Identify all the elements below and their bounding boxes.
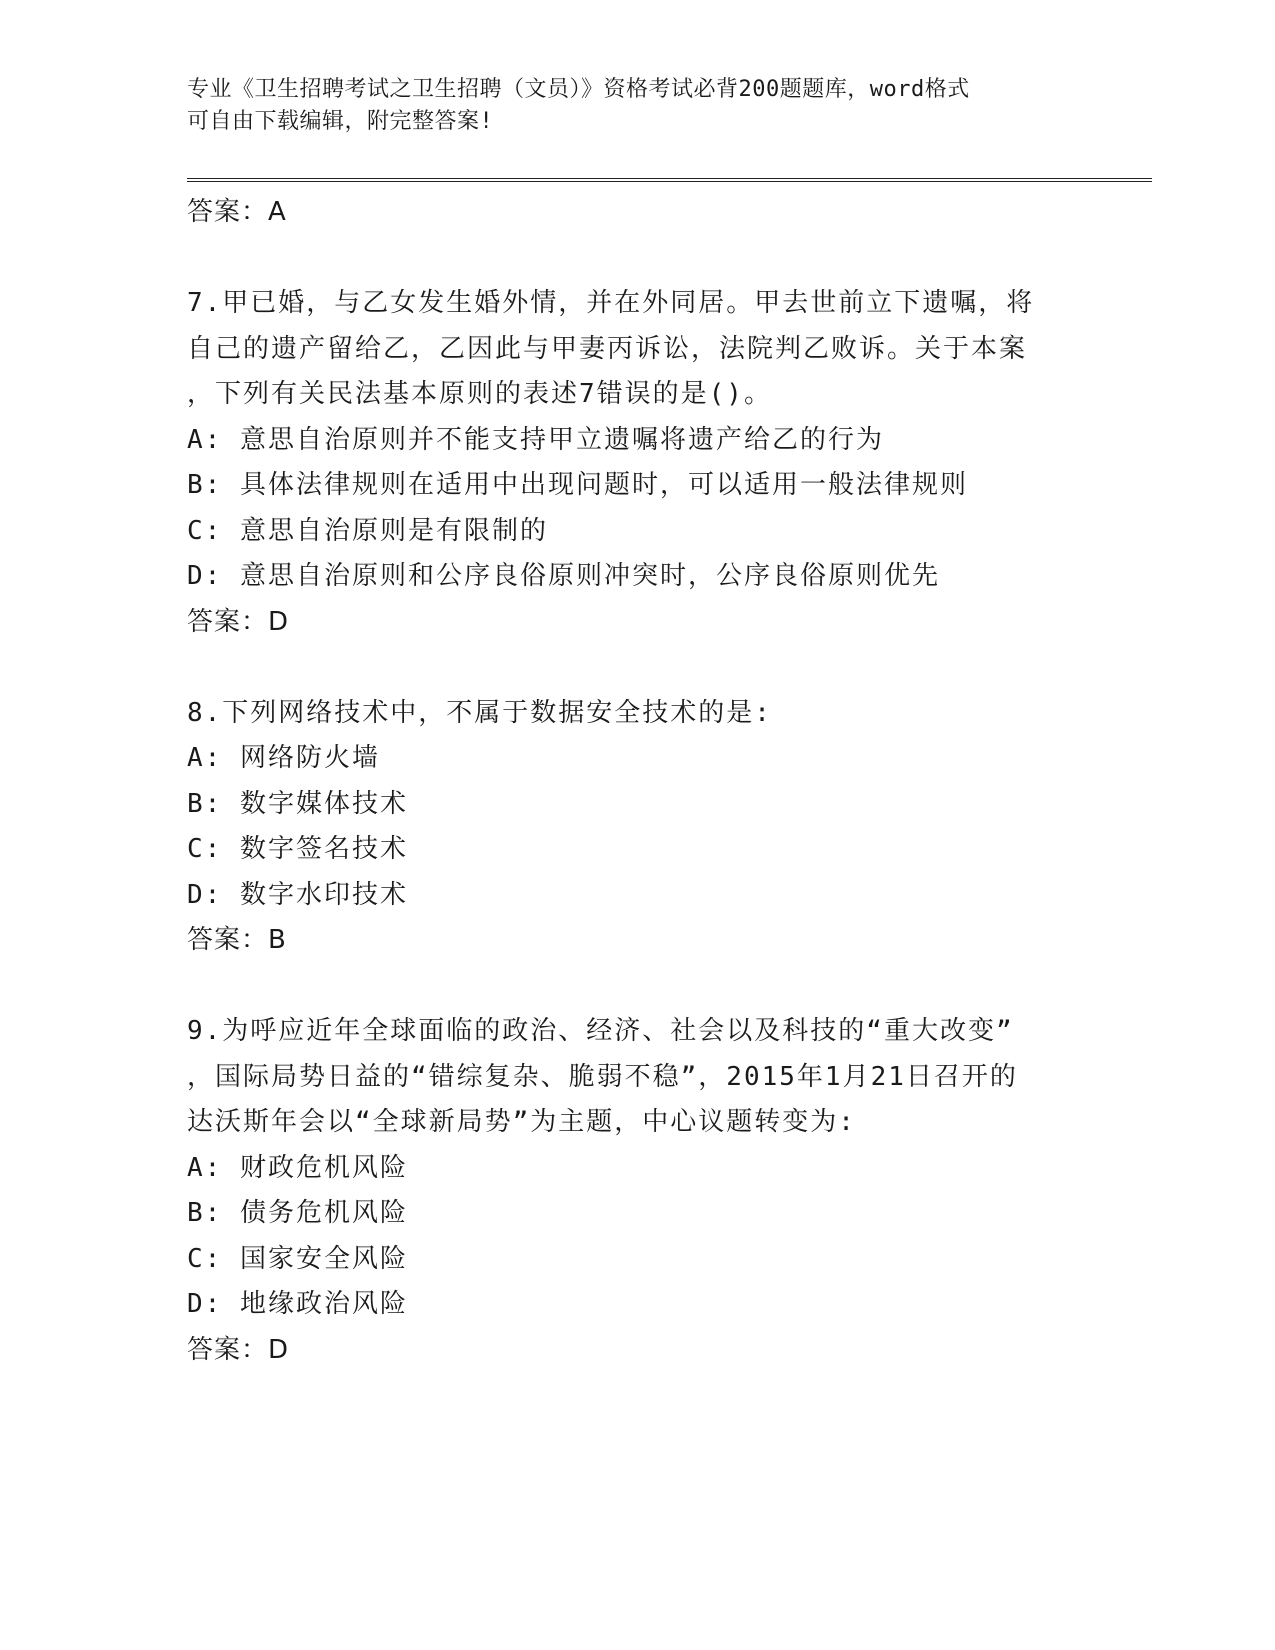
answer-line: 答案：D bbox=[187, 606, 290, 637]
option-c: C: 数字签名技术 bbox=[187, 834, 408, 864]
question-stem-line: 8.下列网络技术中，不属于数据安全技术的是: bbox=[187, 697, 772, 728]
option-b: B: 具体法律规则在适用中出现问题时，可以适用一般法律规则 bbox=[187, 470, 968, 500]
question-stem-line: ，下列有关民法基本原则的表述7错误的是()。 bbox=[187, 379, 772, 409]
question-stem-line: 达沃斯年会以“全球新局势”为主题，中心议题转变为: bbox=[187, 1107, 856, 1137]
question-stem-line: 自己的遗产留给乙，乙因此与甲妻丙诉讼，法院判乙败诉。关于本案 bbox=[187, 333, 1028, 364]
question-stem-line: ，国际局势日益的“错综复杂、脆弱不稳”，2015年1月21日召开的 bbox=[187, 1061, 1018, 1092]
option-b: B: 债务危机风险 bbox=[187, 1198, 408, 1228]
option-a: A: 网络防火墙 bbox=[187, 743, 380, 773]
document-body bbox=[187, 190, 1087, 1373]
header-line-1: 专业《卫生招聘考试之卫生招聘（文员）》资格考试必背200题题库，word格式 bbox=[187, 77, 970, 102]
spacer bbox=[187, 236, 1087, 282]
header-divider bbox=[187, 178, 1152, 182]
question-stem-line: 7.甲已婚，与乙女发生婚外情，并在外同居。甲去世前立下遗嘱，将 bbox=[187, 288, 1035, 318]
document-header bbox=[187, 74, 1067, 138]
answer-line: 答案：A bbox=[187, 197, 287, 227]
question-9 bbox=[187, 1009, 1087, 1373]
answer-line: 答案：B bbox=[187, 925, 287, 955]
option-a: A: 财政危机风险 bbox=[187, 1152, 408, 1183]
question-stem-line: 9.为呼应近年全球面临的政治、经济、社会以及科技的“重大改变” bbox=[187, 1016, 1014, 1046]
header-line-2: 可自由下载编辑，附完整答案! bbox=[187, 109, 494, 134]
option-c: C: 意思自治原则是有限制的 bbox=[187, 515, 548, 546]
spacer bbox=[187, 645, 1087, 691]
option-d: D: 地缘政治风险 bbox=[187, 1289, 408, 1319]
question-7 bbox=[187, 281, 1087, 645]
spacer bbox=[187, 964, 1087, 1010]
option-b: B: 数字媒体技术 bbox=[187, 788, 408, 819]
option-a: A: 意思自治原则并不能支持甲立遗嘱将遗产给乙的行为 bbox=[187, 424, 884, 455]
answer-line: 答案：D bbox=[187, 1334, 290, 1365]
option-d: D: 意思自治原则和公序良俗原则冲突时，公序良俗原则优先 bbox=[187, 561, 940, 591]
option-d: D: 数字水印技术 bbox=[187, 879, 408, 910]
question-8 bbox=[187, 691, 1087, 964]
option-c: C: 国家安全风险 bbox=[187, 1243, 408, 1274]
